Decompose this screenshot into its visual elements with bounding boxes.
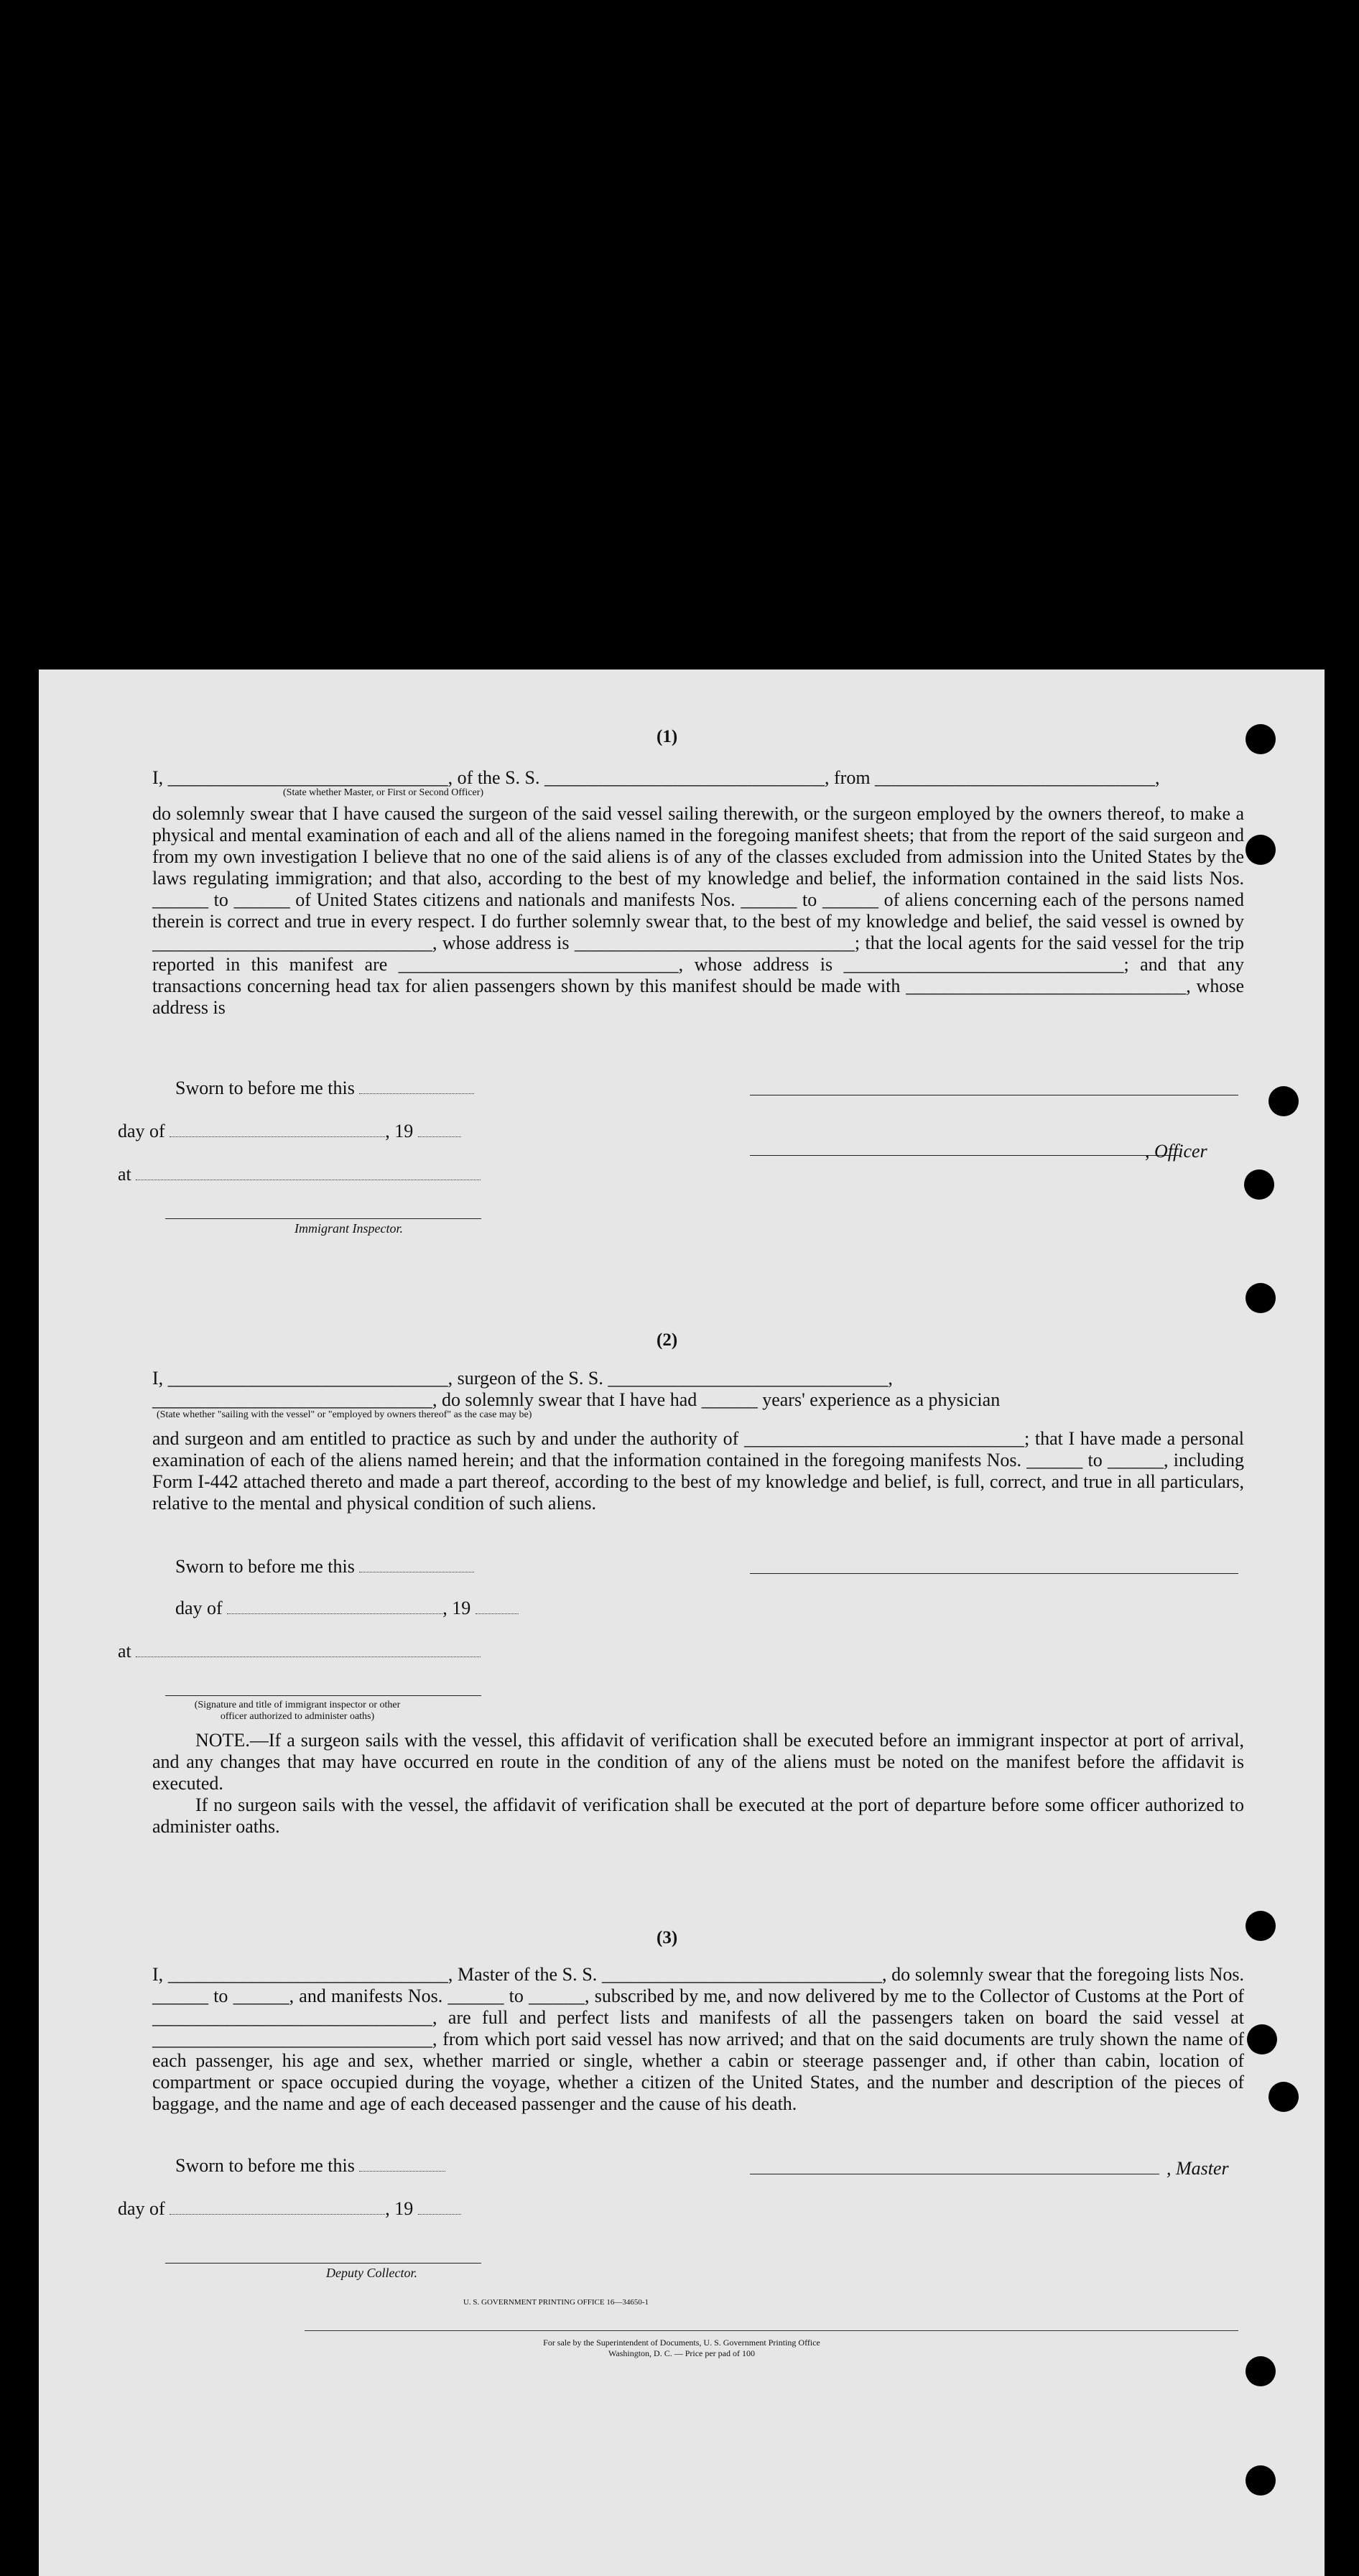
punch-hole (1246, 1283, 1276, 1313)
year-blank (476, 1600, 519, 1614)
section-2-at (118, 1641, 549, 1662)
section-1-opening-line: I, ______________________________, of the S. S. ______________________________, from ______________________________, (152, 767, 1160, 788)
at-label: at (118, 1641, 131, 1662)
section-2-body: and surgeon and am entitled to practice as such by and under the authority of ______________________________; that I have made a personal examination of each of the aliens named herein; and that the information contained in the foregoing manifests Nos. ______ to ______, including Form I-442 attached thereto and made a part thereof, according to the best of my knowledge and belief, is full, correct, and true in all particulars, relative to the mental and physical condition of such aliens. (152, 1428, 1244, 1514)
master-title: , Master (1166, 2158, 1229, 2179)
day-of-label: day of (118, 1121, 165, 1141)
at-blank (136, 1167, 481, 1180)
year-label: , 19 (385, 1121, 414, 1141)
sale-notice-price: Washington, D. C. — Price per pad of 100 (608, 2348, 755, 2358)
section-2-heading: (2) (657, 1330, 678, 1350)
deputy-caption: Deputy Collector. (326, 2266, 417, 2280)
section-2-opening-line: I, ______________________________, surgeon of the S. S. ______________________________, (152, 1368, 893, 1389)
sworn-label: Sworn to before me this (175, 1078, 355, 1098)
section-2-experience-line: ______________________________, do solemnly swear that I have had ______ years' experience as a physician (152, 1389, 1001, 1410)
at-blank (136, 1644, 481, 1657)
officer-line (750, 1155, 1181, 1156)
signature-caption: (Signature and title of immigrant inspector or other officer authorized to administer oaths) (194, 1700, 401, 1722)
day-blank (227, 1600, 442, 1614)
day-of-label: day of (118, 2198, 165, 2219)
surgeon-signature-line (750, 1573, 1238, 1574)
section-1-caption: (State whether Master, or First or Second Officer) (283, 787, 484, 798)
year-blank (418, 2201, 461, 2215)
officer-title: , Officer (1145, 1141, 1207, 1162)
section-1-at (118, 1164, 549, 1185)
sale-notice: For sale by the Superintendent of Documents, U. S. Government Printing Office (543, 2338, 820, 2348)
manifest-affidavit-page (39, 670, 1325, 2576)
day-blank (170, 2201, 385, 2215)
punch-hole (1268, 1086, 1299, 1116)
year-label: , 19 (385, 2198, 414, 2219)
note-no-surgeon: If no surgeon sails with the vessel, the affidavit of verification shall be executed at the port of departure before some officer authorized to administer oaths. (152, 1794, 1244, 1837)
punch-hole (1247, 2024, 1277, 2054)
section-2-sworn (175, 1556, 534, 1577)
punch-hole (1246, 2356, 1276, 2386)
sworn-label: Sworn to before me this (175, 1556, 355, 1577)
punch-hole (1244, 1169, 1274, 1200)
day-of-label: day of (175, 1598, 223, 1618)
inspector-line (165, 1695, 481, 1696)
note-surgeon-sails: NOTE.—If a surgeon sails with the vessel, this affidavit of verification shall be executed before an immigrant inspector at port of arrival, and any changes that may have occurred en route in the condition of any of the aliens must be noted on the manifest before the affidavit is executed. (152, 1730, 1244, 1794)
inspector-caption: Immigrant Inspector. (294, 1221, 403, 1236)
section-3-body: I, ______________________________, Master of the S. S. ______________________________, do solemnly swear that the foregoing lists Nos. ______ to ______, and manifests Nos. ______ to ______, subscribed by me, and now delivered by me to the Collector of Customs at the Port of ______________________________, are full and perfect lists and manifests of all the passengers taken on board the said vessel at ______________________________, from which port said vessel has now arrived; and that on the said documents are truly shown the name of each passenger, his age and sex, whether married or single, whether a cabin or steerage passenger and, if other than cabin, location of compartment or space occupied during the voyage, whether a citizen of the United States, and the number and description of the pieces of baggage, and the name and age of each deceased passenger and the cause of his death. (152, 1964, 1244, 2114)
date-blank (359, 1080, 474, 1094)
section-2-day (175, 1598, 606, 1619)
date-blank (359, 1559, 474, 1572)
section-1-body: do solemnly swear that I have caused the surgeon of the said vessel sailing therewith, or the surgeon employed by the owners thereof, to make a physical and mental examination of each and all of the aliens named in the foregoing manifest sheets; that from the report of the said surgeon and from my own investigation I believe that no one of the said aliens is of any of the classes excluded from admission into the United States by the laws regulating immigration; and that also, according to the best of my knowledge and belief, the information contained in the said lists Nos. ______ to ______ of United States citizens and nationals and manifests Nos. ______ to ______ of aliens concerning each of the persons named therein is correct and true in every respect. I do further solemnly swear that, to the best of my knowledge and belief, the said vessel is owned by ______________________________, whose address is ______________________________; that the local agents for the said vessel for the trip reported in this manifest are ______________________________, whose address is ______________________________; and that any transactions concerning head tax for alien passengers shown by this manifest should be made with ______________________________, whose address is (152, 803, 1244, 1018)
punch-hole (1246, 835, 1276, 865)
section-3-sworn (175, 2155, 534, 2177)
punch-hole (1246, 1911, 1276, 1941)
punch-hole (1246, 724, 1276, 754)
at-label: at (118, 1164, 131, 1185)
printing-office-line: U. S. GOVERNMENT PRINTING OFFICE 16—34650-1 (463, 2298, 649, 2307)
year-blank (418, 1123, 461, 1137)
section-1-heading: (1) (657, 727, 678, 746)
section-2-caption: (State whether "sailing with the vessel" or "employed by owners thereof" as the case may be) (157, 1409, 532, 1420)
deputy-line (165, 2263, 481, 2264)
footer-divider (305, 2330, 1238, 2331)
punch-hole (1268, 2082, 1299, 2112)
day-blank (170, 1123, 385, 1137)
sworn-label: Sworn to before me this (175, 2155, 355, 2176)
punch-hole (1246, 2465, 1276, 2496)
section-3-day (118, 2198, 549, 2220)
inspector-line (165, 1218, 481, 1219)
date-blank (359, 2158, 445, 2172)
section-3-heading: (3) (657, 1928, 678, 1947)
section-1-day (118, 1121, 621, 1142)
section-1-sworn (175, 1078, 534, 1099)
year-label: , 19 (442, 1598, 471, 1618)
